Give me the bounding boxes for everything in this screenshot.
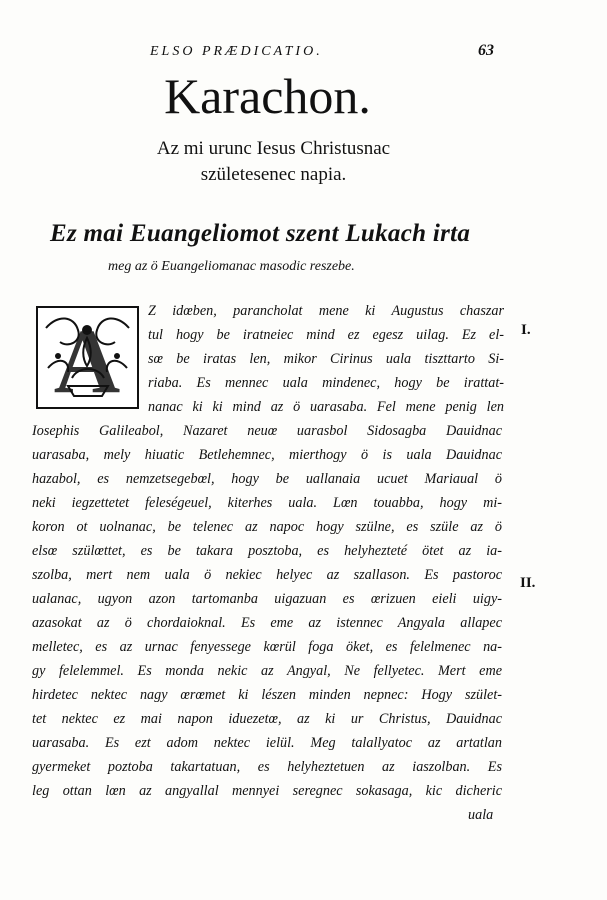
text-line: elsœ szülœttet, es be takara posztoba, es helyhezteté ötet az ia- <box>32 543 502 559</box>
marginal-note-1: I. <box>521 322 531 338</box>
subtitle-line-2: születesenec napia. <box>200 164 347 185</box>
chapter-subtitle <box>0 136 607 188</box>
text-line: riaba. Es mennec uala mindenec, hogy be irattat- <box>148 375 504 391</box>
marginal-note-2: II. <box>520 575 536 591</box>
text-line: hazabol, es nemzetsegebœl, hogy be uallanaia ucuet Mariaual ö <box>32 471 502 487</box>
subtitle-line-1: Az mi urunc Iesus Christusnac <box>156 138 391 159</box>
text-line: szolba, mert nem uala ö nekiec helyec az szallason. Es pastoroc <box>32 567 502 583</box>
text-line: azasokat az ö chordaioknal. Es eme az istennec Angyala allapec <box>32 615 502 631</box>
text-line: koron ot uolnanac, be telenec az napoc hogy szülne, es szüle az ö <box>32 519 502 535</box>
running-head: ELSO PRÆDICATIO. <box>150 44 323 59</box>
gospel-subheading: meg az ö Euangeliomanac masodic reszebe. <box>108 259 355 274</box>
decorated-initial <box>36 306 139 409</box>
text-line: ualanac, ugyon azon tartomanba uigazuan es œrizuen eieli uigy- <box>32 591 502 607</box>
text-line: tul hogy be iratneiec mind ez egesz uilag. Ez el- <box>148 327 504 343</box>
text-line: nanac ki ki mind az ö uarasaba. Fel mene penig len <box>148 399 504 415</box>
page-number: 63 <box>478 42 494 59</box>
chapter-title-text: Karachon. <box>164 68 371 124</box>
text-line: melletec, es az urnac fenyessege kœrül foga öket, es felelmenec na- <box>32 639 502 655</box>
text-line: Iosephis Galileabol, Nazaret neuœ uarasbol Sidosagba Dauidnac <box>32 423 502 439</box>
floral-ornament-icon <box>38 308 137 407</box>
text-line: leg ottan lœn az angyallal mennyei seregnec sokasaga, kic dicheric <box>32 783 502 799</box>
text-line: hirdetec nektec nagy œrœmet ki lészen minden nepnec: Hogy szület- <box>32 687 502 703</box>
gospel-heading: Ez mai Euangeliomot szent Lukach irta <box>50 220 471 247</box>
initial-letter: A <box>53 310 121 407</box>
text-line: uarasaba. Es ezt adom nektec ielül. Meg talallyatoc az artatlan <box>32 735 502 751</box>
chapter-title <box>0 66 607 126</box>
text-line: tet nektec ez mai napon iduezetœ, az ki ur Christus, Dauidnac <box>32 711 502 727</box>
text-line: uarasaba, mely hiuatic Betlehemnec, mierthogy ö is uala Dauidnac <box>32 447 502 463</box>
text-line: neki iegzettetet feleségeuel, kiterhes uala. Lœn touabba, hogy mi- <box>32 495 502 511</box>
catchword: uala <box>468 807 494 823</box>
text-line: sœ be iratas len, mikor Cirinus uala tiszttarto Si- <box>148 351 504 367</box>
text-line: gyermeket poztoba takartatuan, es helyheztetuen az iaszolban. Es <box>32 759 502 775</box>
text-line: gy felelemmel. Es monda nekic az Angyal, Ne fellyetec. Mert eme <box>32 663 502 679</box>
text-line: Z idœben, parancholat mene ki Augustus chaszar <box>148 303 504 319</box>
